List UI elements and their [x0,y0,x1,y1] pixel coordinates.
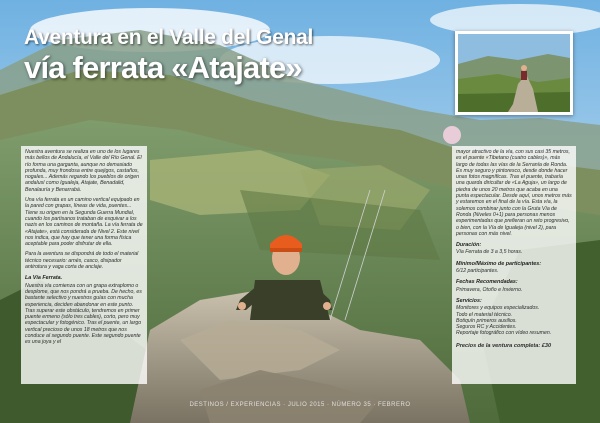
equipment-paragraph: Para la aventura se dispondrá de todo el material técnico necesario: arnés, casco, disipador antirotura y vaga corta de anclaje. [25,251,139,271]
participants-value: 6/12 participantes. [456,268,499,275]
duration-heading: Duración: [456,242,482,249]
service-item: Botiquín primeros auxilios. [456,317,517,324]
intro-paragraph: Nuestra aventura se realiza en uno de los lugares más bellos de Andalucía, el Valle del Río Genal. El río forma una garganta, aunque no demasiado profunda, muy frondosa entre quejigos, castaños, nogales... Además regando los pueblos de origen andalusí como Igualeja, Atajate, Benadalid, Benalauría y Benarrabá. [25,149,142,193]
inset-photo [455,31,573,115]
right-text-column [452,146,576,384]
dates-heading: Fechas Recomendadas: [456,279,518,286]
inset-climber-image [458,34,570,112]
route-paragraph: Nuestra vía comienza con un grapa extraplomo o desplome, que nos pondrá a prueba. De hecho, es bastante selectivo y nuestros guías con mucha experiencia, deciden abandonar en este punto. Tras superar este obstáculo, tendremos en primer puente ermeno (sólo tres cables), corto, pero muy espectacular y fotogénico. Tras el puente, un largo vertical precioso de unos 18 metros que nos conduce al segundo puente. Este segundo puente es una joya y el [25,282,142,346]
title-line-1: Aventura en el Valle del Genal [24,26,314,49]
duration-value: Vía Ferrata de 3 a 3,5 horas. [456,249,523,256]
service-item: Todo el material técnico. [456,311,513,318]
page-footer: DESTINOS / EXPERIENCIAS · JULIO 2015 · NÚMERO 35 · FEBRERO [189,402,411,408]
service-item: Seguros RC y Accidentes. [456,324,517,331]
dates-value: Primavera, Otoño e Invierno. [456,286,523,293]
section-heading-via-ferrata: La Vía Ferrata. [25,275,63,282]
article-title [24,26,313,86]
route-continuation-paragraph: mayor atractivo de la vía, con sus casi 35 metros, es el puente «Tibetano (cuatro cables)», más largo de todas las vías de la Serranía de Ronda. Es muy seguro y pintoresco, desde donde hacer unas fotos magníficas. Tras el puente, trabaría una quarda diricultar de «La Aguja», un largo de piedra de unos 20 metros que acaba en una punta espectacular. Desde aquí, unos metros más y estaremos en el final de la vía. Esta vía, la solemos combinar junto con la Gruta Vía de Ronda (Niveles 0+1) para personas menos experimentadas que prefieran un reto progresivo, o bien, con la Vía de Igualeja (nivel 2), para personas con más nivel. [456,149,572,237]
via-ferrata-paragraph: Una vía ferrata es un camino vertical equipado en la pared con grapas, líneas de vida, puentes... Tiene su origen en la Segunda Guerra Mundial, cuando los partisanos trataban de esquivar a los nazis en los caminos de montaña. La vía ferrata de «Atajate», está considerada de Nivel 2. Este nivel nos indica, que hay que tener una forma física aceptable para poder disfrutar de ella. [25,197,143,248]
left-text-column [21,146,147,384]
services-heading: Servicios: [456,297,482,304]
services-list [456,305,572,336]
title-line-2: vía ferrata «Atajate» [24,50,302,85]
service-item: Reportaje fotográfico con vídeo resumen. [456,330,552,337]
participants-heading: Mínimo/Máximo de participantes: [456,260,542,267]
service-item: Monitores y equipos especializados. [456,305,540,312]
price-line: Precios de la ventura completa: £30 [456,342,552,349]
